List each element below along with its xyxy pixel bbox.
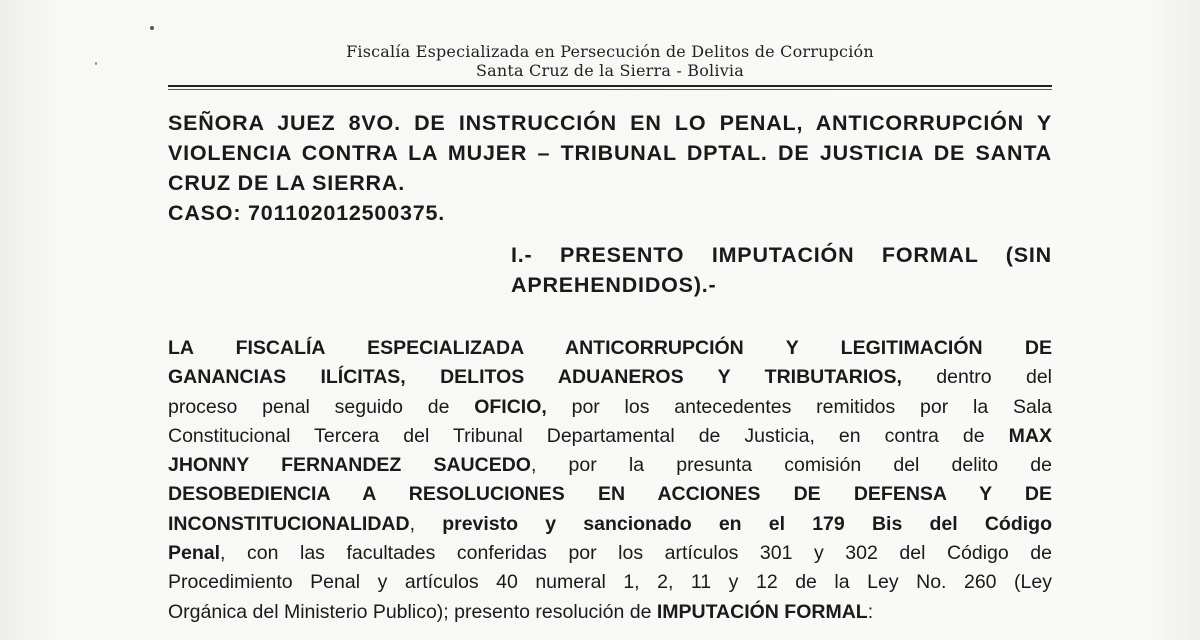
reference-line-2: APREHENDIDOS).- (511, 273, 717, 297)
body-bold-text: GANANCIAS ILÍCITAS, DELITOS ADUANEROS Y TRIBUTARIOS, (168, 366, 902, 389)
addressee-line-1: SEÑORA JUEZ 8VO. DE INSTRUCCIÓN EN LO PENAL, ANTICORRUPCIÓN Y (168, 111, 1052, 135)
body-text: por los antecedentes remitidos por la Sala (546, 395, 1052, 418)
body-line-4 (168, 422, 1052, 451)
body-text: Constitucional Tercera del Tribunal Departamental de Justicia, en contra de (168, 424, 1009, 447)
body-text: : (867, 600, 874, 623)
body-bold-text: JHONNY FERNANDEZ SAUCEDO (168, 454, 531, 477)
addressee-line-3: CRUZ DE LA SIERRA. (168, 171, 405, 195)
body-bold-text: OFICIO, (474, 395, 547, 418)
body-bold-text: INCONSTITUCIONALIDAD (168, 512, 410, 535)
body-line-7 (168, 510, 1052, 539)
body-bold-text: IMPUTACIÓN FORMAL (656, 600, 868, 623)
letterhead-line-1: Fiscalía Especializada en Persecución de Delitos de Corrupción (346, 42, 874, 61)
body-bold-text: Penal (168, 542, 221, 565)
body-line-3 (168, 393, 1052, 422)
body-line-1: LA FISCALÍA ESPECIALIZADA ANTICORRUPCIÓN Y LEGITIMACIÓN DE (168, 337, 1052, 359)
letterhead (300, 42, 920, 80)
body-text: , con las facultades conferidas por los artículos 301 y 302 del Código de (220, 542, 1052, 565)
scan-speck (150, 26, 154, 30)
scan-speck (95, 62, 97, 65)
body-text: proceso penal seguido de (168, 395, 475, 418)
body-paragraph (168, 334, 1052, 627)
body-text: , (409, 512, 443, 535)
body-line-2 (168, 363, 1052, 392)
body-line-5 (168, 451, 1052, 480)
body-line-6: DESOBEDIENCIA A RESOLUCIONES EN ACCIONES DE DEFENSA Y DE (168, 483, 1052, 506)
reference-line-1: I.- PRESENTO IMPUTACIÓN FORMAL (SIN (511, 243, 1052, 267)
header-rule (168, 85, 1052, 87)
body-bold-text: MAX (1008, 424, 1052, 447)
body-text: , por la presunta comisión del delito de (530, 454, 1052, 477)
body-text: dentro del (901, 366, 1052, 389)
letterhead-line-2: Santa Cruz de la Sierra - Bolivia (476, 61, 744, 80)
body-text: Orgánica del Ministerio Publico); presento resolución de (168, 600, 657, 623)
addressee-line-2: VIOLENCIA CONTRA LA MUJER – TRIBUNAL DPTAL. DE JUSTICIA DE SANTA (168, 141, 1052, 165)
addressee-block (168, 108, 1052, 228)
body-line-10 (168, 598, 1052, 627)
body-line-8 (168, 539, 1052, 568)
body-line-9: Procedimiento Penal y artículos 40 numeral 1, 2, 11 y 12 de la Ley No. 260 (Ley (168, 571, 1052, 594)
body-bold-text: previsto y sancionado en el 179 Bis del Código (442, 512, 1052, 535)
reference-block (511, 240, 1052, 300)
case-number: CASO: 701102012500375. (168, 201, 445, 225)
header-rule-thin (168, 89, 1052, 90)
